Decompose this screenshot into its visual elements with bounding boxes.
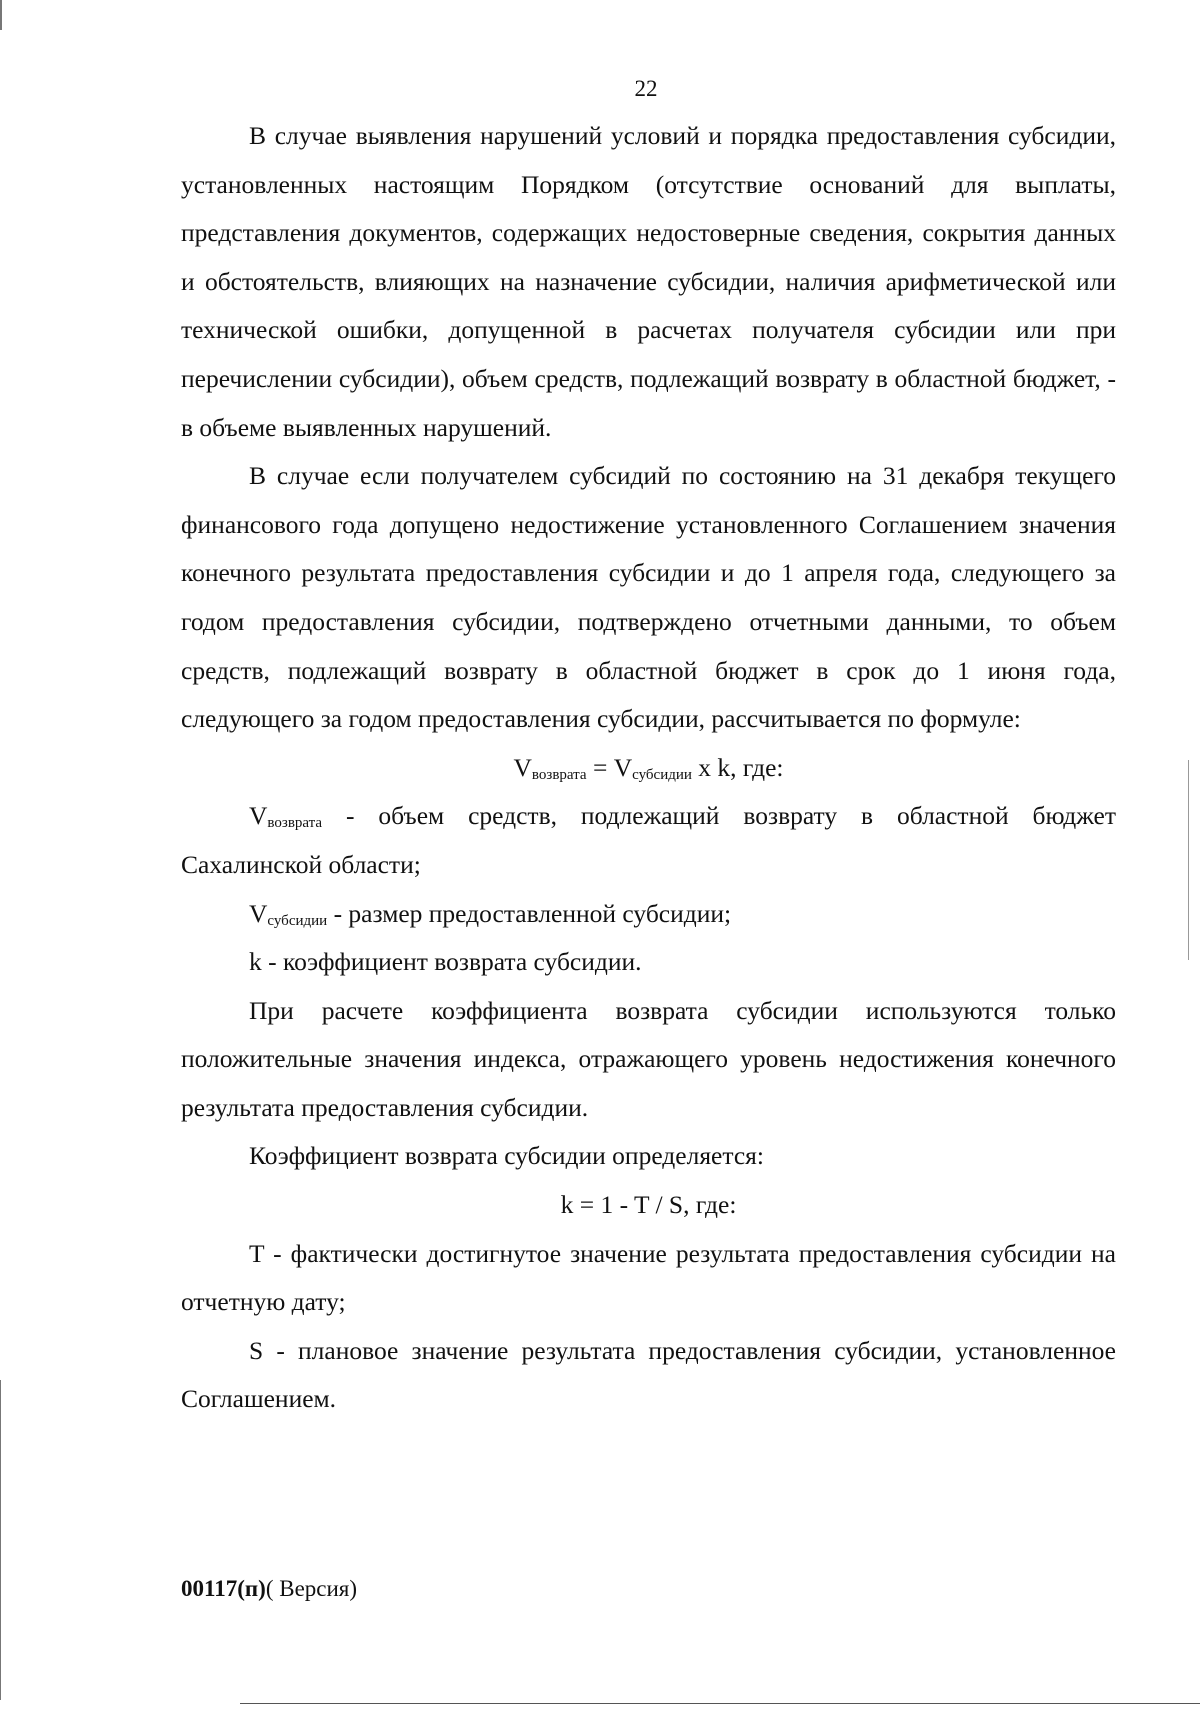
document-footer-code	[181, 1576, 357, 1602]
definition-s: S - плановое значение результата предоставления субсидии, установленное Соглашением.	[181, 1335, 1116, 1414]
formula-subscript-subsidy: субсидии	[632, 766, 692, 783]
def-subscript-subsidy: субсидии	[267, 912, 328, 929]
formula-subscript-return: возврата	[531, 766, 587, 783]
formula-symbol-v: V	[613, 752, 633, 782]
paragraph-underachievement: В случае если получателем субсидий по состоянию на 31 декабря текущего финансового года допущено недостижение установленного Соглашением значения конечного результата предоставления субсидии и до 1 апреля года, следующего за годом предоставления субсидии, подтверждено отчетными данными, то объем средств, подлежащий возврату в областной бюджет в срок до 1 июня года, следующего за годом предоставления субсидии, рассчитывается по формуле:	[181, 461, 1116, 734]
scan-bottom-rule	[240, 1703, 1200, 1704]
paragraph-coefficient-intro: Коэффициент возврата субсидии определяется:	[249, 1141, 764, 1171]
def-text: - размер предоставленной субсидии;	[327, 898, 732, 928]
definition-t: T - фактически достигнутое значение результата предоставления субсидии на отчетную дату;	[181, 1238, 1116, 1317]
footer-version: ( Версия)	[265, 1576, 358, 1601]
def-subscript-return: возврата	[267, 815, 323, 832]
definition-v-subsidy	[181, 890, 1116, 939]
document-body	[181, 112, 1116, 1424]
formula-symbol-v: V	[513, 752, 532, 782]
page-number: 22	[634, 76, 658, 101]
formula-equals: =	[586, 752, 614, 782]
def-text: - объем средств, подлежащий возврату в областной бюджет Сахалинской области;	[181, 801, 1116, 879]
formula-tail: x k, где:	[691, 752, 784, 782]
scan-edge-mark	[0, 1380, 1, 1700]
scan-edge-mark	[1188, 760, 1189, 960]
def-symbol-v: V	[249, 801, 268, 831]
paragraph-positive-values: При расчете коэффициента возврата субсидии используются только положительные значения индекса, отражающего уровень недостижения конечного результата предоставления субсидии.	[181, 995, 1116, 1122]
scan-edge-mark	[0, 0, 2, 30]
formula-coefficient: k = 1 - T / S, где:	[560, 1190, 737, 1220]
definition-v-return	[181, 792, 1116, 889]
definition-k: k - коэффициент возврата субсидии.	[249, 947, 642, 977]
footer-code-number: 00117(п)	[181, 1576, 266, 1601]
formula-return-volume	[181, 744, 1116, 793]
def-symbol-v: V	[249, 898, 268, 928]
paragraph-violations: В случае выявления нарушений условий и порядка предоставления субсидии, установленных настоящим Порядком (отсутствие оснований для выплаты, представления документов, содержащих недостоверные сведения, сокрытия данных и обстоятельств, влияющих на назначение субсидии, наличия арифметической или технической ошибки, допущенной в расчетах получателя субсидии или при перечислении субсидии), объем средств, подлежащий возврату в областной бюджет, - в объеме выявленных нарушений.	[181, 121, 1116, 442]
